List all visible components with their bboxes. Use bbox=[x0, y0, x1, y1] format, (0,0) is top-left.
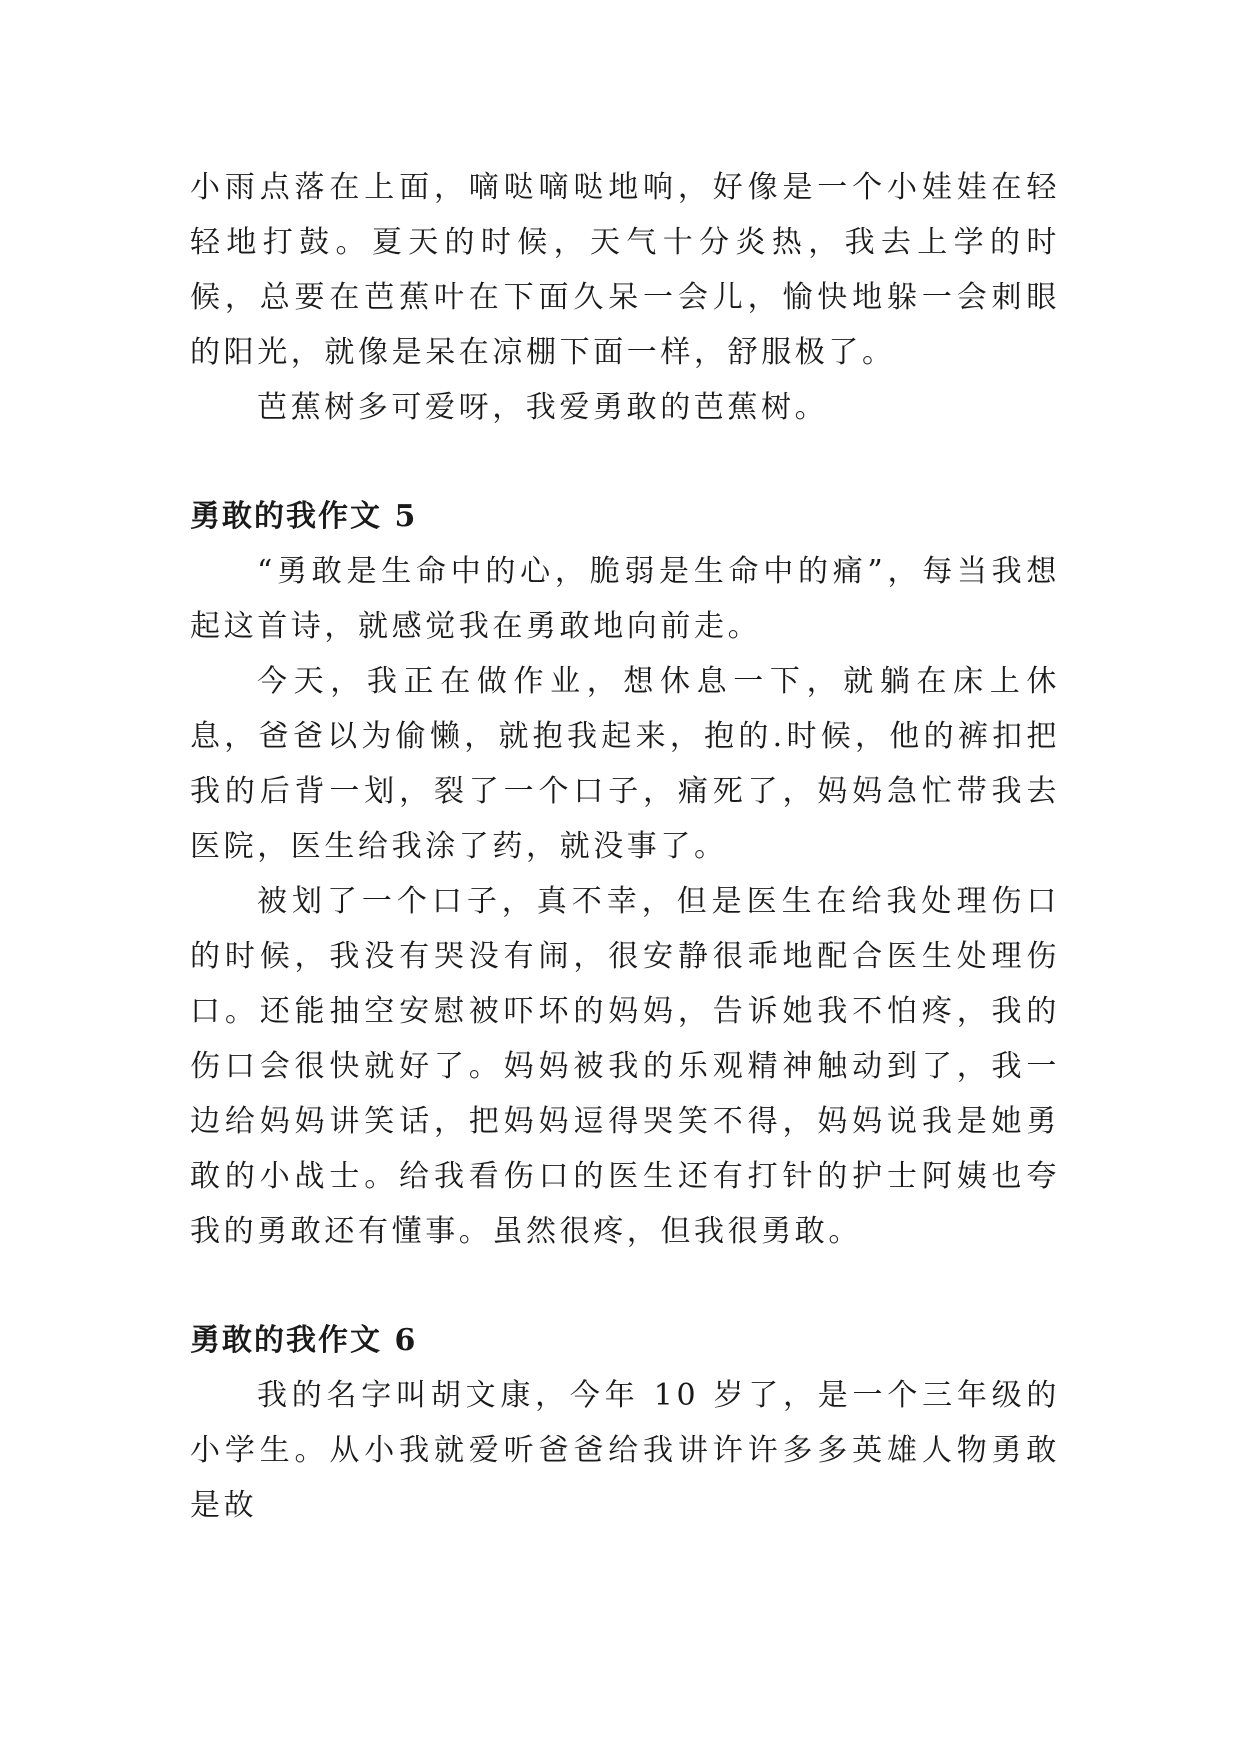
section-heading: 勇敢的我作文 5 bbox=[190, 499, 418, 534]
paragraph: 小雨点落在上面，嘀哒嘀哒地响，好像是一个小娃娃在轻轻地打鼓。夏天的时候，天气十分炎热，我去上学的时候，总要在芭蕉叶在下面久呆一会儿，愉快地躲一会刺眼的阳光，就像是呆在凉棚下面一样，舒服极了。 bbox=[190, 170, 1060, 370]
paragraph: 芭蕉树多可爱呀，我爱勇敢的芭蕉树。 bbox=[257, 390, 829, 425]
section-gap bbox=[190, 1259, 1060, 1313]
paragraph: “勇敢是生命中的心，脆弱是生命中的痛”，每当我想起这首诗，就感觉我在勇敢地向前走。 bbox=[190, 554, 1060, 644]
paragraph: 今天，我正在做作业，想休息一下，就躺在床上休息，爸爸以为偷懒，就抱我起来，抱的.时候，他的裤扣把我的后背一划，裂了一个口子，痛死了，妈妈急忙带我去医院，医生给我涂了药，就没事了。 bbox=[190, 664, 1060, 864]
document-body bbox=[190, 160, 1060, 1533]
paragraph: 我的名字叫胡文康，今年 10 岁了，是一个三年级的小学生。从小我就爱听爸爸给我讲许许多多英雄人物勇敢是故 bbox=[190, 1378, 1060, 1523]
section-gap bbox=[190, 435, 1060, 489]
paragraph: 被划了一个口子，真不幸，但是医生在给我处理伤口的时候，我没有哭没有闹，很安静很乖地配合医生处理伤口。还能抽空安慰被吓坏的妈妈，告诉她我不怕疼，我的伤口会很快就好了。妈妈被我的乐观精神触动到了，我一边给妈妈讲笑话，把妈妈逗得哭笑不得，妈妈说我是她勇敢的小战士。给我看伤口的医生还有打针的护士阿姨也夸我的勇敢还有懂事。虽然很疼，但我很勇敢。 bbox=[190, 884, 1060, 1249]
section-heading: 勇敢的我作文 6 bbox=[190, 1323, 418, 1358]
